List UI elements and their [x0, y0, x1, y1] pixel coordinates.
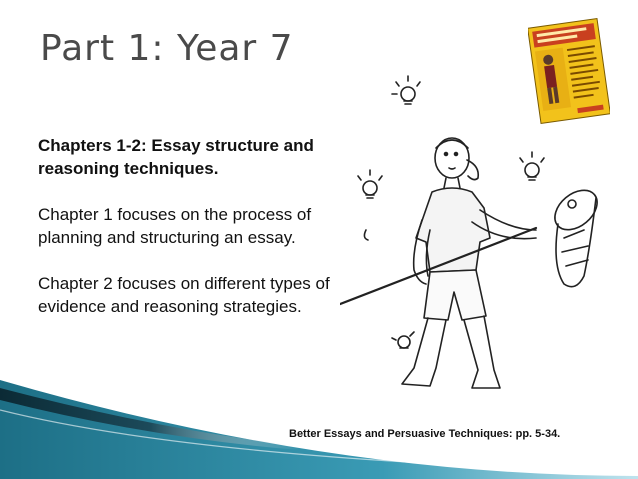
lightbulb-icon — [392, 76, 420, 104]
book-reference: Better Essays and Persuasive Techniques: pp. 5-34. — [289, 428, 561, 440]
lightbulb-icon — [392, 332, 414, 348]
chapters-heading: Chapters 1-2: Essay structure and reasoning techniques. — [38, 136, 314, 178]
slide-body — [38, 134, 353, 341]
chapter-1-description: Chapter 1 focuses on the process of planning and structuring an essay. — [38, 205, 312, 247]
slide-title: Part 1: Year 7 — [40, 28, 294, 69]
lightbulb-icon — [520, 152, 544, 180]
girl-with-net-illustration — [340, 70, 630, 400]
lightbulb-icon — [358, 170, 382, 240]
chapter-2-description: Chapter 2 focuses on different types of evidence and reasoning strategies. — [38, 274, 330, 316]
